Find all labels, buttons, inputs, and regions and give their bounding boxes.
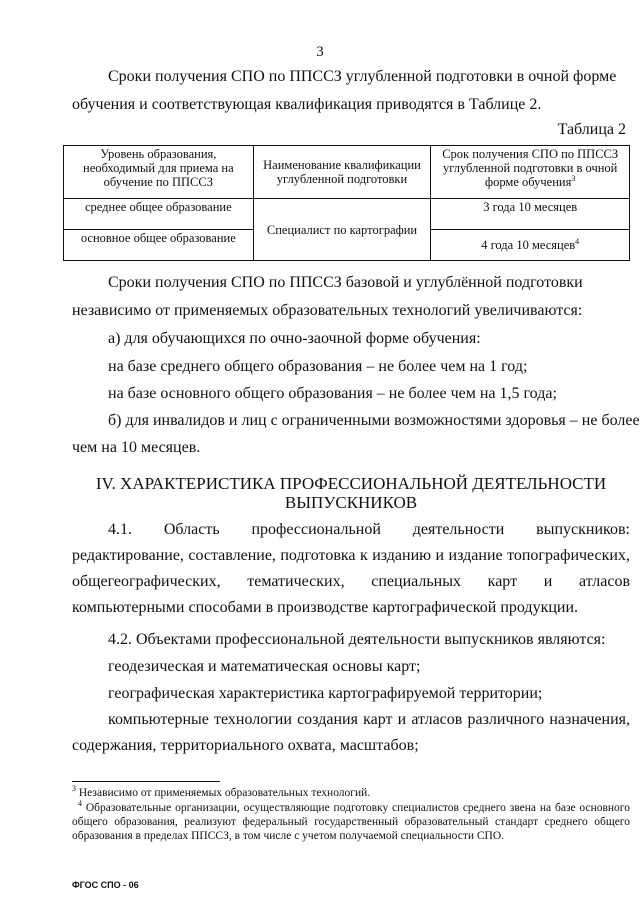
page-number: 3 [316,44,324,60]
section-title-line-2: ВЫПУСКНИКОВ [284,493,418,512]
header-level: Уровень образования, необходимый для приема на обучение по ППССЗ [64,146,254,199]
table-row [64,199,630,230]
body-item-a: а) для обучающихся по очно-заочной форме обучения: [108,330,481,347]
object-item-3: компьютерные технологии создания карт и атласов различного назначения, содержания, территориального охвата, масштабов; [72,711,630,754]
footer-code: ФГОС СПО - 06 [72,880,139,890]
intro-line-2: обучения и соответствующая квалификация приводятся в Таблице 2. [72,96,542,113]
intro-line-1: Сроки получения СПО по ППССЗ углубленной подготовки в очной форме [108,68,617,85]
footnote-4: $^4$ Образовательные организации, осуществляющие подготовку специалистов среднего звена на базе основного общего образования, реализуют федеральный государственный образовательный стандарт среднего общего образования в пределах ППССЗ, в том числе с учетом получаемой специальности СПО. [72,799,630,842]
section-title-line-1: IV. ХАРАКТЕРИСТИКА ПРОФЕССИОНАЛЬНОЙ ДЕЯТЕЛЬНОСТИ [95,474,607,493]
body-item-b-line-1: б) для инвалидов и лиц с ограниченными возможностями здоровья – не более [108,412,640,429]
body-item-a2: на базе основного общего образования – не более чем на 1,5 года; [108,385,557,402]
header-term: Срок получения СПО по ППССЗ углубленной подготовки в очной форме обучения$^3$ [431,146,630,199]
row-1-level: среднее общее образование [64,199,254,230]
paragraph-4-1: 4.1. Область профессиональной деятельности выпускников: редактирование, составление, подготовка к изданию и издание топографических, общегеографических, тематических, специальных карт и атласов компьютерными способами в производстве картографической продукции. [72,521,630,616]
footnote-3: $^3$ Независимо от применяемых образовательных технологий. [72,784,371,799]
object-item-2: географическая характеристика картографируемой территории; [108,685,543,702]
row-2-level: основное общее образование [64,230,254,261]
qualification-cell: Специалист по картографии [253,199,431,261]
table-header-row [64,146,630,199]
footnote-divider [72,781,220,782]
body-item-a1: на базе среднего общего образования – не более чем на 1 год; [108,358,528,375]
body-p1-line-1: Сроки получения СПО по ППССЗ базовой и углублённой подготовки [108,274,583,291]
row-2-term: 4 года 10 месяцев$^4$ [431,230,630,261]
table-caption: Таблица 2 [557,121,626,138]
qualification-table [63,145,630,261]
body-item-b-line-2: чем на 10 месяцев. [72,439,201,456]
body-p1-line-2: независимо от применяемых образовательных технологий увеличиваются: [72,302,583,319]
header-qualification: Наименование квалификации углубленной подготовки [253,146,431,199]
paragraph-4-2: 4.2. Объектами профессиональной деятельности выпускников являются: [108,631,606,648]
row-1-term: 3 года 10 месяцев [431,199,630,230]
object-item-1: геодезическая и математическая основы карт; [108,658,421,675]
